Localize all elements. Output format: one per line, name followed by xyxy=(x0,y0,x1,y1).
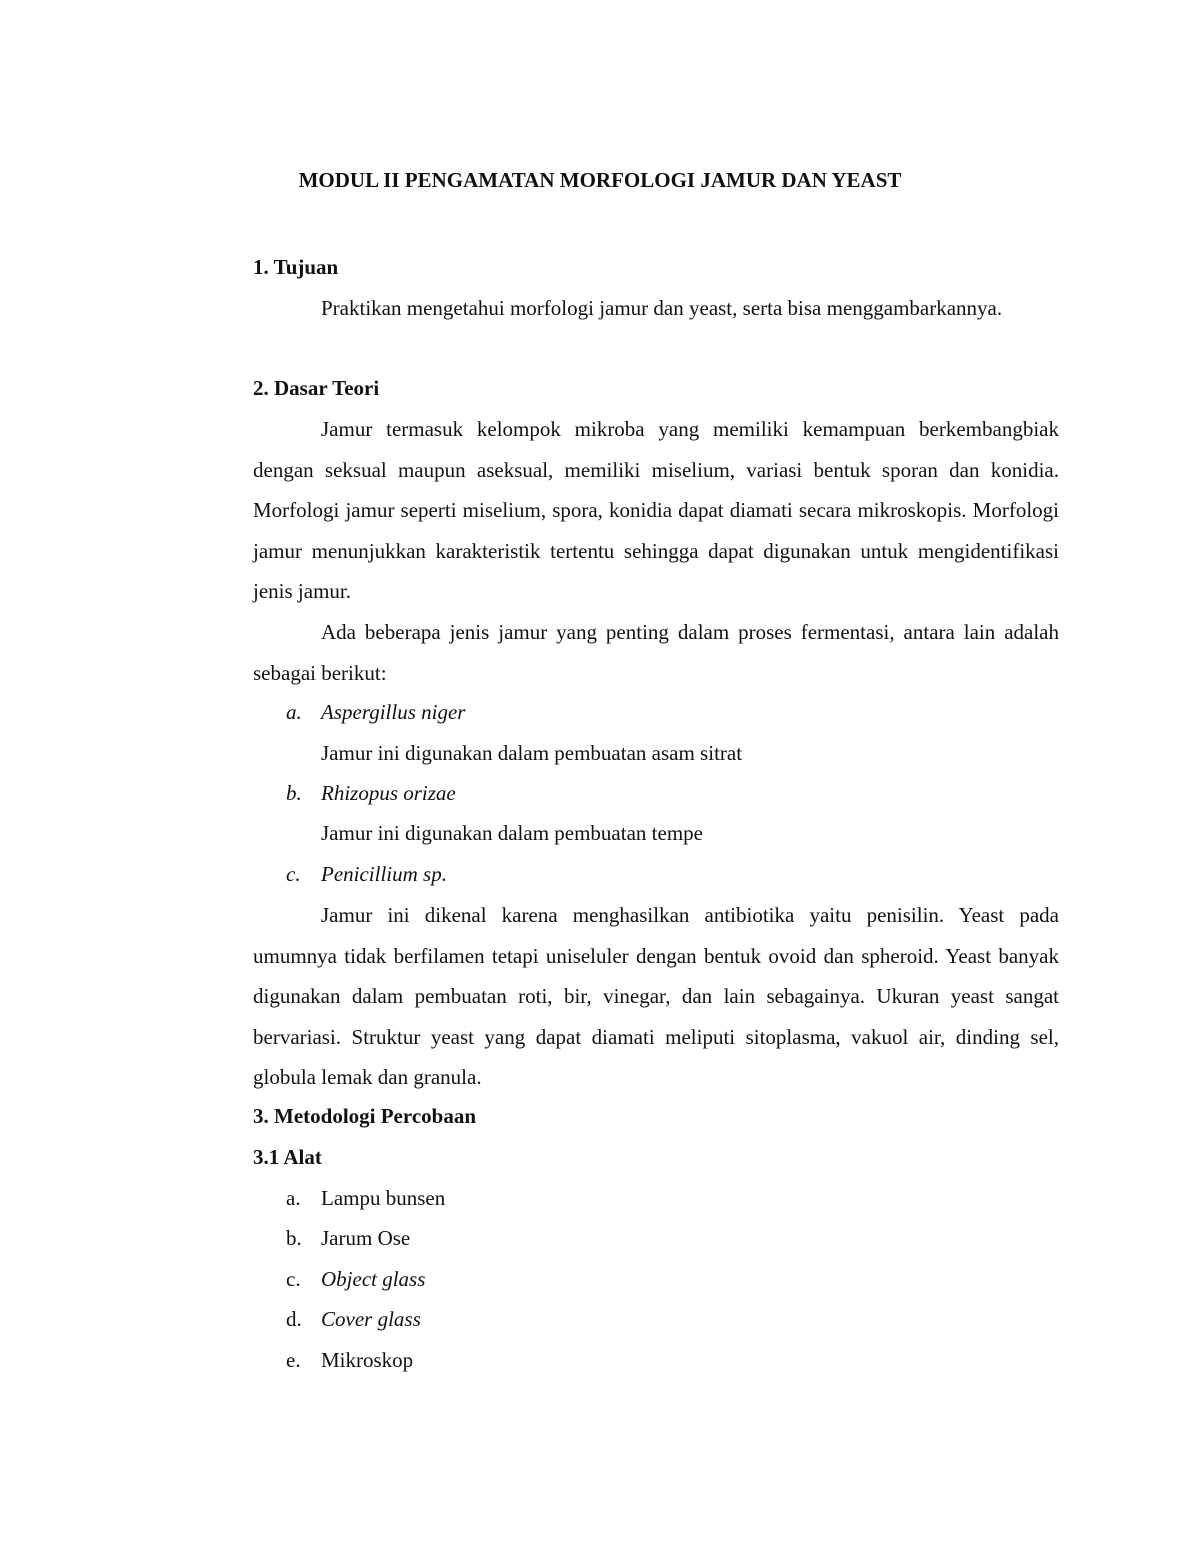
heading-metodologi: 3. Metodologi Percobaan xyxy=(253,1104,477,1128)
list-marker: e. xyxy=(286,1348,301,1372)
paragraph-dasar-teori-2 xyxy=(253,612,1059,693)
list-marker: a. xyxy=(286,1186,301,1210)
heading-dasar-teori: 2. Dasar Teori xyxy=(253,376,380,400)
fungus-name: Rhizopus orizae xyxy=(321,781,456,805)
paragraph-dasar-teori-2-text: Ada beberapa jenis jamur yang penting dalam proses fermentasi, antara lain adalah sebagai berikut: xyxy=(253,620,1059,685)
alat-name: Jarum Ose xyxy=(321,1226,411,1250)
alat-name: Mikroskop xyxy=(321,1348,414,1372)
paragraph-tujuan xyxy=(253,288,1059,329)
heading-tujuan: 1. Tujuan xyxy=(253,255,339,279)
list-marker: c. xyxy=(286,862,301,886)
paragraph-dasar-teori-3 xyxy=(253,895,1059,1098)
paragraph-dasar-teori-3-text: Jamur ini dikenal karena menghasilkan antibiotika yaitu penisilin. Yeast pada umumnya tidak berfilamen tetapi uniseluler dengan bentuk ovoid dan spheroid. Yeast banyak digunakan dalam pembuatan roti, bir, vinegar, dan lain sebagainya. Ukuran yeast sangat bervariasi. Struktur yeast yang dapat diamati meliputi sitoplasma, vakuol air, dinding sel, globula lemak dan granula. xyxy=(253,903,1059,1089)
fungus-description: Jamur ini digunakan dalam pembuatan tempe xyxy=(321,821,703,845)
alat-name: Object glass xyxy=(321,1267,426,1291)
alat-name: Lampu bunsen xyxy=(321,1186,446,1210)
fungus-description: Jamur ini digunakan dalam pembuatan asam sitrat xyxy=(321,741,743,765)
list-marker: b. xyxy=(286,781,302,805)
heading-alat: 3.1 Alat xyxy=(253,1145,322,1169)
fungus-name: Aspergillus niger xyxy=(321,700,466,724)
alat-name: Cover glass xyxy=(321,1307,421,1331)
list-marker: d. xyxy=(286,1307,302,1331)
list-marker: b. xyxy=(286,1226,302,1250)
list-marker: a. xyxy=(286,700,302,724)
list-marker: c. xyxy=(286,1267,301,1291)
paragraph-tujuan-text: Praktikan mengetahui morfologi jamur dan yeast, serta bisa menggambarkannya. xyxy=(321,296,1003,320)
paragraph-dasar-teori-1 xyxy=(253,409,1059,612)
page-title: MODUL II PENGAMATAN MORFOLOGI JAMUR DAN YEAST xyxy=(298,168,902,192)
paragraph-dasar-teori-1-text: Jamur termasuk kelompok mikroba yang memiliki kemampuan berkembangbiak dengan seksual maupun aseksual, memiliki miselium, variasi bentuk sporan dan konidia. Morfologi jamur seperti miselium, spora, konidia dapat diamati secara mikroskopis. Morfologi jamur menunjukkan karakteristik tertentu sehingga dapat digunakan untuk mengidentifikasi jenis jamur. xyxy=(253,417,1059,603)
fungus-name: Penicillium sp. xyxy=(321,862,447,886)
